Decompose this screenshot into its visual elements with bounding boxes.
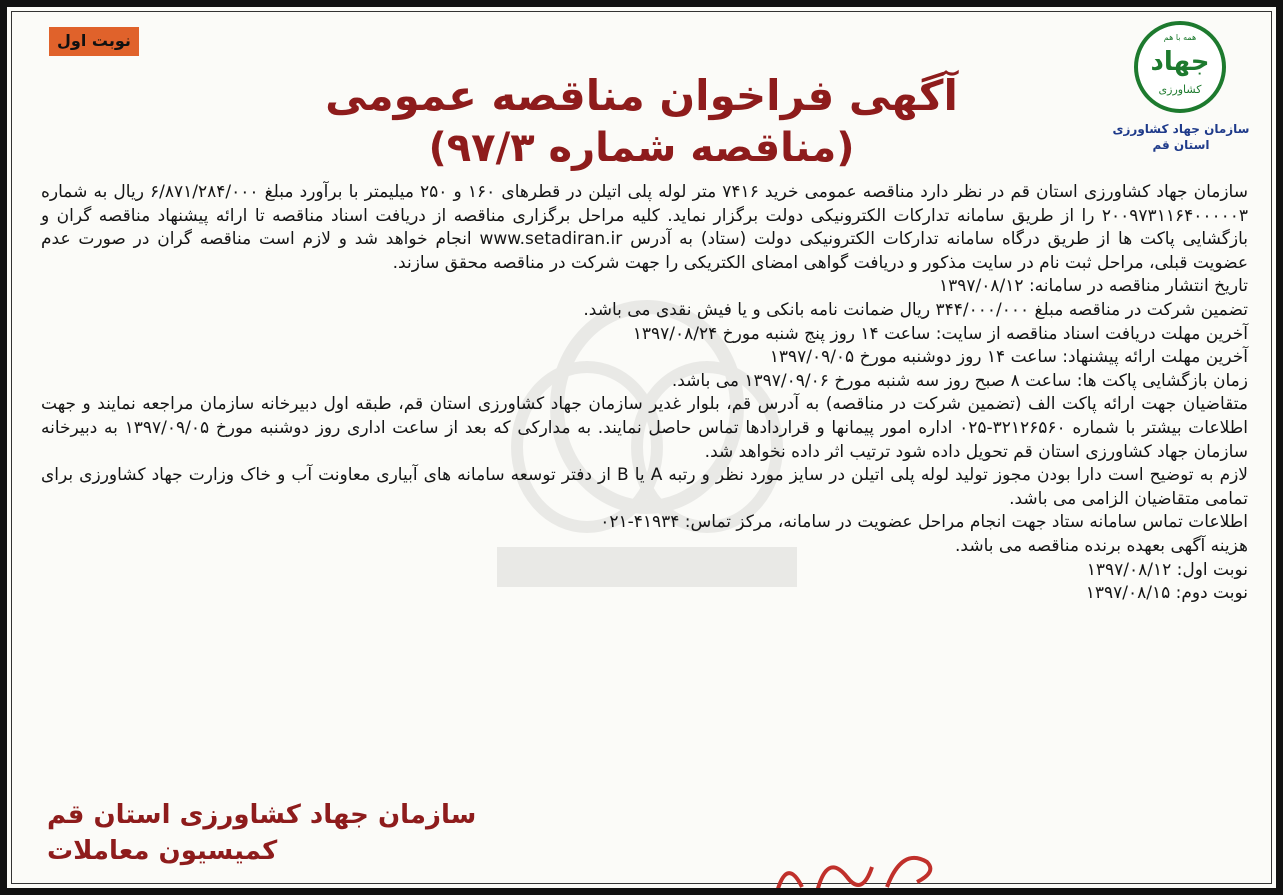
edition-badge: نوبت اول <box>49 27 139 56</box>
announcement-body <box>41 181 1248 606</box>
signature-block <box>47 797 487 869</box>
page-title: آگهی فراخوان مناقصه عمومی <box>325 71 958 120</box>
jahad-logo <box>1106 21 1256 171</box>
paragraph-contact: اطلاعات تماس سامانه ستاد جهت انجام مراحل عضویت در سامانه، مرکز تماس: ۴۱۹۳۴-۰۲۱ <box>600 512 1248 533</box>
signature-organization: سازمان جهاد کشاورزی استان قم <box>47 800 477 830</box>
logo-org-line2: استان قم <box>1152 138 1210 152</box>
paragraph-intro: سازمان جهاد کشاورزی استان قم در نظر دارد مناقصه عمومی خرید ۷۴۱۶ متر لوله پلی اتیلن در قطرهای ۱۶۰ و ۲۵۰ میلیمتر با برآورد مبلغ ۶/۸۷۱/۲۸۴/۰۰۰ ریال به شماره ۲۰۰۹۷۳۱۱۶۴۰۰۰۰۰۳ را از طریق سامانه تدارکات الکترونیکی دولت برگزار نماید. کلیه مراحل برگزاری مناقصه از دریافت اسناد مناقصه تا ارائه پیشنهاد مناقصه گران و بازگشایی پاکت ها از طریق درگاه سامانه تدارکات الکترونیکی دولت (ستاد) به آدرس www.setadiran.ir انجام خواهد شد و لازم است مناقصه گران در صورت عدم عضویت قبلی، مراحل ثبت نام در سایت مذکور و دریافت گواهی امضای الکتریکی را جهت شرکت در مناقصه محقق سازند. <box>41 182 1248 273</box>
tender-number: (مناقصه شماره ۹۷/۳) <box>428 125 855 171</box>
paragraph-bid-deadline: آخرین مهلت ارائه پیشنهاد: ساعت ۱۴ روز دوشنبه مورخ ۱۳۹۷/۰۹/۰۵ <box>769 347 1248 368</box>
logo-emblem-icon <box>1134 21 1226 113</box>
logo-org-line1: سازمان جهاد کشاورزی <box>1112 122 1250 136</box>
paragraph-submission-address: متقاضیان جهت ارائه پاکت الف (تضمین شرکت در مناقصه) به آدرس قم، بلوار غدیر سازمان جهاد کشاورزی استان قم، طبقه اول دبیرخانه سازمان مراجعه نمایند و جهت اطلاعات بیشتر با شماره ۳۲۱۲۶۵۶۰-۰۲۵ اداره امور پیمانها و قراردادها تماس حاصل نمایند. به مدارکی که بعد از ساعت اداری روز دوشنبه مورخ ۱۳۹۷/۰۹/۰۵ به دبیرخانه سازمان جهاد کشاورزی استان قم تحویل داده شود ترتیب اثر داده نخواهد شد. <box>41 394 1249 462</box>
paragraph-second-edition: نوبت دوم: ۱۳۹۷/۰۸/۱۵ <box>1085 583 1248 604</box>
logo-main-text: جهاد <box>1150 47 1210 77</box>
logo-top-text: همه با هم <box>1163 33 1197 42</box>
paragraph-ad-cost: هزینه آگهی بعهده برنده مناقصه می باشد. <box>955 535 1248 556</box>
paragraph-first-edition: نوبت اول: ۱۳۹۷/۰۸/۱۲ <box>1086 559 1248 580</box>
handwritten-mark-icon <box>767 837 947 895</box>
signature-commission: کمیسیون معاملات <box>47 836 278 866</box>
paragraph-guarantee: تضمین شرکت در مناقصه مبلغ ۳۴۴/۰۰۰/۰۰۰ ریال ضمانت نامه بانکی و یا فیش نقدی می باشد. <box>583 299 1248 320</box>
paragraph-publish-date: تاریخ انتشار مناقصه در سامانه: ۱۳۹۷/۰۸/۱۲ <box>939 276 1248 297</box>
logo-sub-text: کشاورزی <box>1158 83 1202 96</box>
paragraph-opening-time: زمان بازگشایی پاکت ها: ساعت ۸ صبح روز سه شنبه مورخ ۱۳۹۷/۰۹/۰۶ می باشد. <box>671 370 1248 391</box>
logo-organization <box>1106 121 1256 153</box>
paragraph-license-requirement: لازم به توضیح است دارا بودن مجوز تولید لوله پلی اتیلن در سایز مورد نظر و رتبه A یا B از دفتر توسعه سامانه های آبیاری معاونت آب و خاک وزارت جهاد کشاورزی برای تمامی متقاضیان الزامی می باشد. <box>41 465 1249 509</box>
paragraph-docs-deadline: آخرین مهلت دریافت اسناد مناقصه از سایت: ساعت ۱۴ روز پنج شنبه مورخ ۱۳۹۷/۰۸/۲۴ <box>632 323 1248 344</box>
